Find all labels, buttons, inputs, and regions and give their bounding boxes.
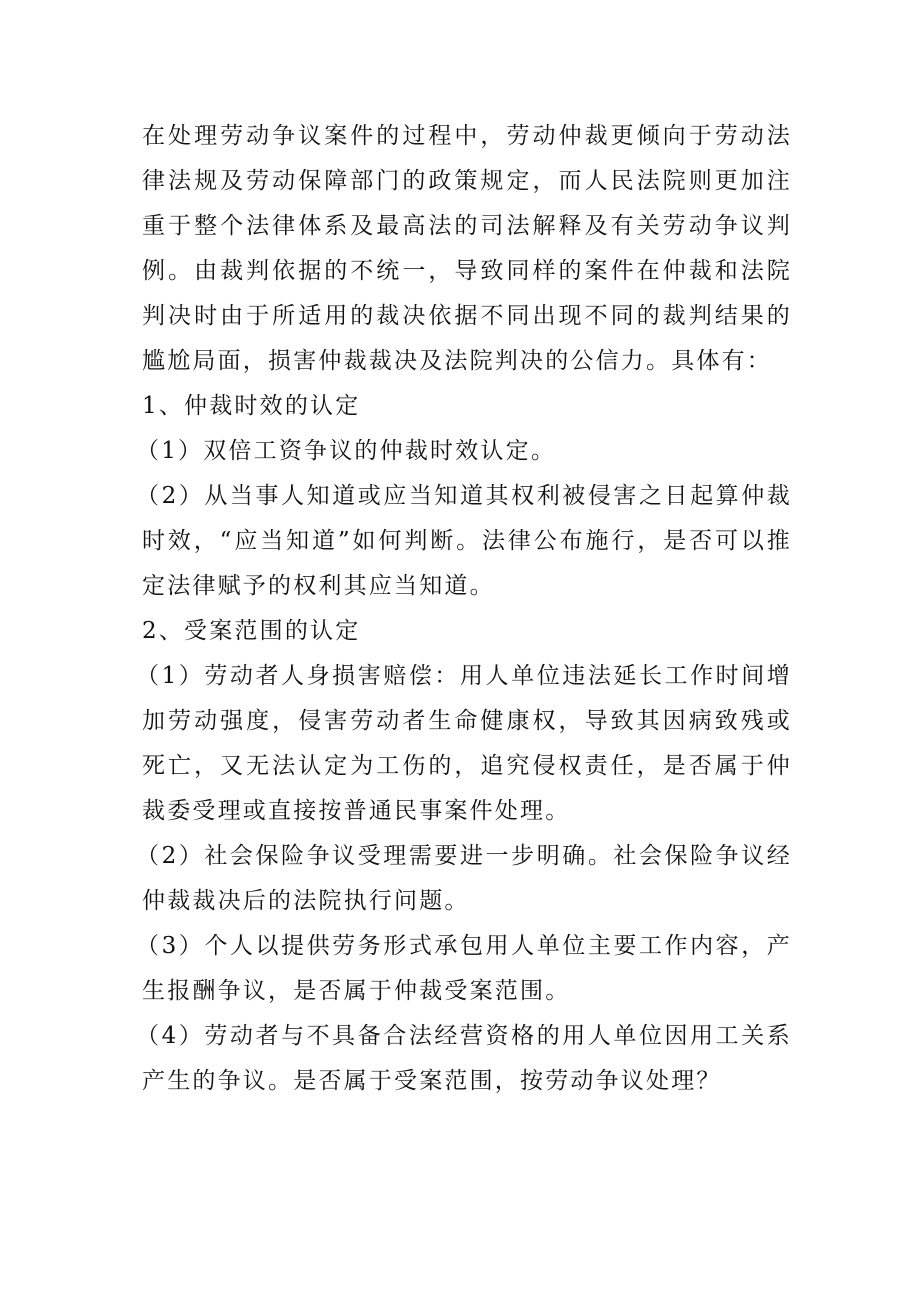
list-item: （1）双倍工资争议的仲裁时效认定。 <box>136 438 557 464</box>
intro-paragraph: 在处理劳动争议案件的过程中，劳动仲裁更倾向于劳动法律法规及劳动保障部门的政策规定，而人民法院则更加注重于整个法律体系及最高法的司法解释及有关劳动争议判例。由裁判依据的不统一，导致同样的案件在仲裁和法院判决时由于所适用的裁决依据不同出现不同的裁判结果的尴尬局面，损害仲裁裁决及法院判决的公信力。具体有： <box>142 123 792 374</box>
list-item: （3）个人以提供劳务形式承包用人单位主要工作内容，产生报酬争议，是否属于仲裁受案范围。 <box>136 933 792 1004</box>
section-heading-case-scope: 2、受案范围的认定 <box>142 618 361 644</box>
list-item: （2）社会保险争议受理需要进一步明确。社会保险争议经仲裁裁决后的法院执行问题。 <box>136 843 792 914</box>
list-item: （4）劳动者与不具备合法经营资格的用人单位因用工关系产生的争议。是否属于受案范围，按劳动争议处理？ <box>136 1023 792 1094</box>
list-item: （2）从当事人知道或应当知道其权利被侵害之日起算仲裁时效，“应当知道”如何判断。法律公布施行，是否可以推定法律赋予的权利其应当知道。 <box>136 483 792 599</box>
list-item: （1）劳动者人身损害赔偿：用人单位违法延长工作时间增加劳动强度，侵害劳动者生命健康权，导致其因病致残或死亡，又无法认定为工伤的，追究侵权责任，是否属于仲裁委受理或直接按普通民事案件处理。 <box>136 663 792 824</box>
document-body <box>136 114 792 1104</box>
section-heading-arbitration-limitation: 1、仲裁时效的认定 <box>142 393 361 419</box>
